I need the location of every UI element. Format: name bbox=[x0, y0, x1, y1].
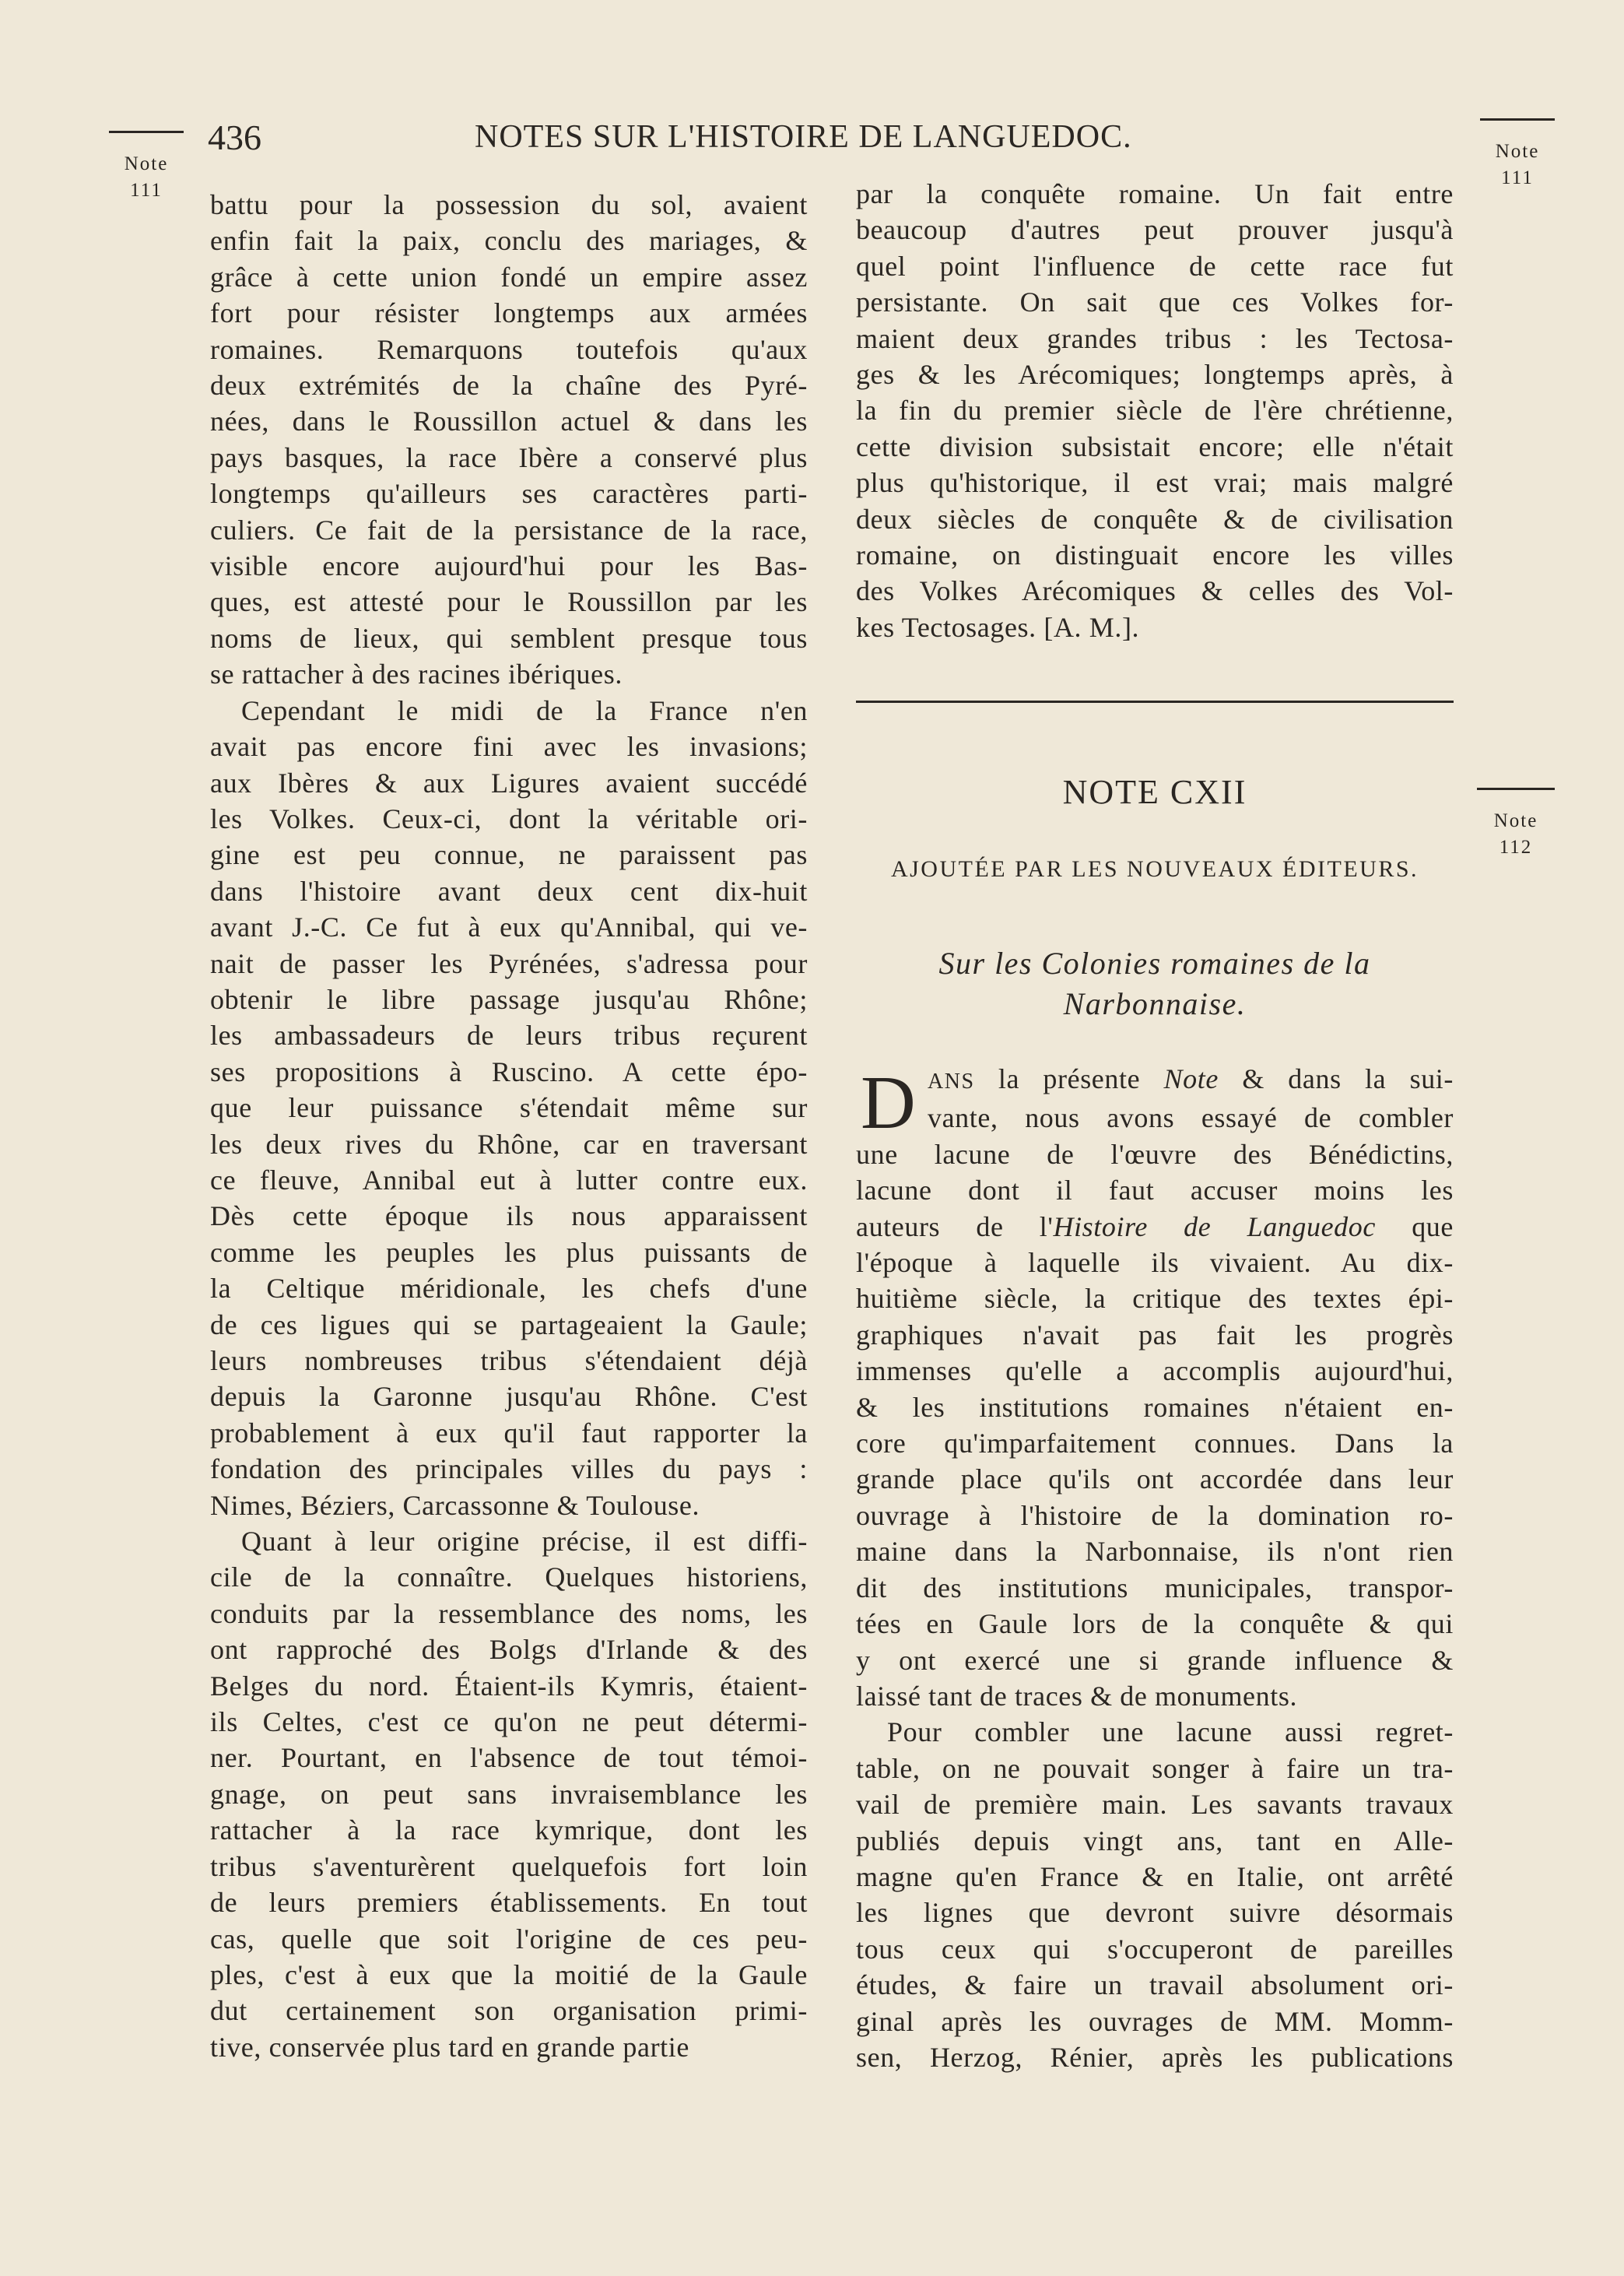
left-column-line: ner. Pourtant, en l'absence de tout témoi- bbox=[210, 1742, 808, 1774]
note-heading-line-2: Narbonnaise. bbox=[1063, 986, 1247, 1021]
note-body-line: tous ceux qui s'occuperont de pareilles bbox=[856, 1933, 1454, 1965]
right-margin-note-top-label: Note bbox=[1495, 141, 1540, 162]
left-column-line: ils Celtes, c'est ce qu'on ne peut détermi- bbox=[210, 1706, 808, 1738]
left-column-line: rattacher à la race kymrique, dont les bbox=[210, 1814, 808, 1846]
note-body-line: & les institutions romaines n'étaient en- bbox=[856, 1391, 1454, 1423]
left-column-line: aux Ibères & aux Ligures avaient succédé bbox=[210, 767, 808, 799]
left-column-line: nées, dans le Roussillon actuel & dans les bbox=[210, 406, 808, 437]
note-body-line: études, & faire un travail absolument ori- bbox=[856, 1969, 1454, 2001]
note-body-line: huitième siècle, la critique des textes épi- bbox=[856, 1283, 1454, 1315]
left-column-line: Dès cette époque ils nous apparaissent bbox=[210, 1200, 808, 1232]
right-margin-note-top-number: 111 bbox=[1501, 167, 1534, 188]
right-column-continuation-line: maient deux grandes tribus : les Tectosa- bbox=[856, 322, 1454, 354]
left-margin-note-number: 111 bbox=[130, 180, 163, 201]
note-body-line: l'époque à laquelle ils vivaient. Au dix- bbox=[856, 1247, 1454, 1279]
note-heading bbox=[856, 943, 1454, 1024]
left-column-line: culiers. Ce fait de la persistance de la race, bbox=[210, 514, 808, 546]
left-column-line: tive, conservée plus tard en grande partie bbox=[210, 2031, 689, 2063]
right-column-continuation bbox=[856, 176, 1454, 645]
left-column-line: dut certainement son organisation primi- bbox=[210, 1995, 808, 2027]
left-margin-note-label: Note bbox=[124, 153, 169, 174]
left-column-line: Nimes, Béziers, Carcassonne & Toulouse. bbox=[210, 1489, 700, 1521]
note-body-line-5 bbox=[856, 1209, 1454, 1245]
left-column-line: deux extrémités de la chaîne des Pyré- bbox=[210, 370, 808, 402]
section-separator bbox=[856, 701, 1454, 703]
left-column-line: pays basques, la race Ibère a conservé plus bbox=[210, 441, 808, 473]
left-column-line: la Celtique méridionale, les chefs d'une bbox=[210, 1273, 808, 1305]
right-margin-rule-top bbox=[1480, 118, 1555, 121]
note-body-line: vail de première main. Les savants travaux bbox=[856, 1789, 1454, 1821]
note-body-line: grande place qu'ils ont accordée dans leur bbox=[856, 1463, 1454, 1495]
left-column-line: tribus s'aventurèrent quelquefois fort loin bbox=[210, 1850, 808, 1882]
left-column-line: ont rapproché des Bolgs d'Irlande & des bbox=[210, 1634, 808, 1666]
left-column-line: se rattacher à des racines ibériques. bbox=[210, 659, 623, 690]
left-margin-note bbox=[109, 151, 184, 204]
note-body-text: que bbox=[1375, 1210, 1454, 1242]
note-body-line: magne qu'en France & en Italie, ont arrêté bbox=[856, 1860, 1454, 1892]
right-margin-note-mid-number: 112 bbox=[1499, 837, 1533, 858]
left-column-line: gnage, on peut sans invraisemblance les bbox=[210, 1778, 808, 1810]
left-column-line: Quant à leur origine précise, il est diffi- bbox=[241, 1526, 808, 1558]
note-body-line: maine dans la Narbonnaise, ils n'ont rien bbox=[856, 1536, 1454, 1568]
right-margin-rule-mid bbox=[1477, 788, 1555, 790]
left-column-line: visible encore aujourd'hui pour les Bas- bbox=[210, 550, 808, 582]
note-body-line: sen, Herzog, Rénier, après les publications bbox=[856, 2041, 1454, 2073]
note-body-italic: Note bbox=[1163, 1063, 1219, 1094]
left-column-line: grâce à cette union fondé un empire assez bbox=[210, 261, 808, 293]
right-column-continuation-line: des Volkes Arécomiques & celles des Vol- bbox=[856, 575, 1454, 607]
note-body-line-2: vante, nous avons essayé de combler bbox=[928, 1102, 1454, 1134]
left-column-line: noms de lieux, qui semblent presque tous bbox=[210, 622, 808, 654]
left-column-line: longtemps qu'ailleurs ses caractères parti- bbox=[210, 478, 808, 510]
note-body-rest bbox=[856, 1245, 1454, 2075]
page-number: 436 bbox=[208, 118, 261, 157]
left-column-line: de ces ligues qui se partageaient la Gaule; bbox=[210, 1308, 808, 1340]
left-column-line: enfin fait la paix, conclu des mariages, & bbox=[210, 225, 808, 257]
note-body-line: graphiques n'avait pas fait les progrès bbox=[856, 1319, 1454, 1350]
note-body-line: les lignes que devront suivre désormais bbox=[856, 1897, 1454, 1929]
note-body-text: auteurs de l' bbox=[856, 1210, 1054, 1242]
left-column-line: obtenir le libre passage jusqu'au Rhône; bbox=[210, 983, 808, 1015]
left-column-line: fort pour résister longtemps aux armées bbox=[210, 297, 808, 329]
left-column-line: probablement à eux qu'il faut rapporter la bbox=[210, 1417, 808, 1449]
left-column-line: gine est peu connue, ne paraissent pas bbox=[210, 839, 808, 871]
note-body-line: table, on ne pouvait songer à faire un tra- bbox=[856, 1752, 1454, 1784]
left-column-line: fondation des principales villes du pays : bbox=[210, 1453, 808, 1485]
note-body-italic: Histoire de Languedoc bbox=[1053, 1210, 1376, 1242]
left-column-line: ples, c'est à eux que la moitié de la Gaule bbox=[210, 1958, 808, 1990]
note-heading-line-1: Sur les Colonies romaines de la bbox=[938, 946, 1371, 981]
note-body-caps: ANS bbox=[928, 1070, 975, 1094]
left-column-line: nait de passer les Pyrénées, s'adressa pour bbox=[210, 947, 808, 979]
note-body-line: ouvrage à l'histoire de la domination ro- bbox=[856, 1499, 1454, 1531]
left-column-line: battu pour la possession du sol, avaient bbox=[210, 189, 808, 220]
left-column-line: dans l'histoire avant deux cent dix-huit bbox=[210, 875, 808, 907]
left-column-line: conduits par la ressemblance des noms, les bbox=[210, 1597, 808, 1629]
right-column-continuation-line: plus qu'historique, il est vrai; mais malgré bbox=[856, 467, 1454, 499]
note-body-text: la présente bbox=[974, 1063, 1164, 1094]
right-column-continuation-line: beaucoup d'autres peut prouver jusqu'à bbox=[856, 214, 1454, 246]
note-body-line: immenses qu'elle a accomplis aujourd'hui, bbox=[856, 1355, 1454, 1387]
left-column-line: depuis la Garonne jusqu'au Rhône. C'est bbox=[210, 1381, 808, 1413]
right-column-continuation-line: par la conquête romaine. Un fait entre bbox=[856, 178, 1454, 209]
drop-cap: D bbox=[861, 1061, 916, 1145]
note-body-text: & dans la sui- bbox=[1218, 1063, 1454, 1094]
note-body-line: Pour combler une lacune aussi regret- bbox=[887, 1716, 1454, 1748]
note-body-line: laissé tant de traces & de monuments. bbox=[856, 1680, 1298, 1712]
note-body-line: y ont exercé une si grande influence & bbox=[856, 1644, 1454, 1676]
left-column-line: de leurs premiers établissements. En tout bbox=[210, 1887, 808, 1919]
left-column-line: romaines. Remarquons toutefois qu'aux bbox=[210, 333, 808, 365]
left-column-line: les deux rives du Rhône, car en traversant bbox=[210, 1128, 808, 1160]
note-title: NOTE CXII bbox=[1062, 773, 1247, 811]
note-body-line: publiés depuis vingt ans, tant en Alle- bbox=[856, 1825, 1454, 1856]
right-column-continuation-line: la fin du premier siècle de l'ère chrétienne, bbox=[856, 395, 1454, 427]
left-margin-rule bbox=[109, 131, 184, 133]
right-column-continuation-line: ges & les Arécomiques; longtemps après, à bbox=[856, 359, 1454, 391]
left-column-line: cile de la connaître. Quelques historiens, bbox=[210, 1561, 808, 1593]
note-body-line-1 bbox=[856, 1061, 1454, 1100]
left-column-line: leurs nombreuses tribus s'étendaient déjà bbox=[210, 1345, 808, 1376]
left-column-line: ce fleuve, Annibal eut à lutter contre eux. bbox=[210, 1164, 808, 1196]
right-column-continuation-line: deux siècles de conquête & de civilisation bbox=[856, 503, 1454, 535]
note-body-line: dit des institutions municipales, transpor- bbox=[856, 1572, 1454, 1603]
right-column-continuation-line: cette division subsistait encore; elle n'était bbox=[856, 430, 1454, 462]
note-body-line: tées en Gaule lors de la conquête & qui bbox=[856, 1608, 1454, 1640]
right-column-continuation-line: kes Tectosages. [A. M.]. bbox=[856, 611, 1140, 643]
right-column-continuation-line: romaine, on distinguait encore les villes bbox=[856, 539, 1454, 571]
left-column-line: ses propositions à Ruscino. A cette épo- bbox=[210, 1055, 808, 1087]
left-column-line: comme les peuples les plus puissants de bbox=[210, 1236, 808, 1268]
note-body-line: core qu'imparfaitement connues. Dans la bbox=[856, 1428, 1454, 1459]
left-column-line: Belges du nord. Étaient-ils Kymris, étaient- bbox=[210, 1670, 808, 1702]
left-column-line: les Volkes. Ceux-ci, dont la véritable ori- bbox=[210, 803, 808, 834]
note-body bbox=[856, 1061, 1454, 2075]
right-column-continuation-line: persistante. On sait que ces Volkes for- bbox=[856, 286, 1454, 318]
left-column-line: Cependant le midi de la France n'en bbox=[241, 694, 808, 726]
note-body-line: ginal après les ouvrages de MM. Momm- bbox=[856, 2005, 1454, 2037]
right-margin-note-mid-label: Note bbox=[1493, 810, 1538, 831]
left-column-line: avant J.-C. Ce fut à eux qu'Annibal, qui ve- bbox=[210, 911, 808, 943]
note-subtitle: AJOUTÉE PAR LES NOUVEAUX ÉDITEURS. bbox=[890, 856, 1419, 882]
note-body-line-4: lacune dont il faut accuser moins les bbox=[856, 1175, 1454, 1206]
left-column bbox=[210, 187, 808, 2065]
left-column-line: cas, quelle que soit l'origine de ces peu- bbox=[210, 1923, 808, 1955]
left-column-line: les ambassadeurs de leurs tribus reçurent bbox=[210, 1020, 808, 1052]
left-column-line: ques, est attesté pour le Roussillon par les bbox=[210, 586, 808, 618]
right-margin-note-mid bbox=[1477, 808, 1555, 861]
running-head: NOTES SUR L'HISTOIRE DE LANGUEDOC. bbox=[475, 119, 1132, 155]
left-column-line: avait pas encore fini avec les invasions; bbox=[210, 731, 808, 763]
right-column-continuation-line: quel point l'influence de cette race fut bbox=[856, 250, 1454, 282]
note-body-line-3: une lacune de l'œuvre des Bénédictins, bbox=[856, 1138, 1454, 1170]
left-column-line: que leur puissance s'étendait même sur bbox=[210, 1092, 808, 1124]
right-margin-note-top bbox=[1480, 139, 1555, 191]
